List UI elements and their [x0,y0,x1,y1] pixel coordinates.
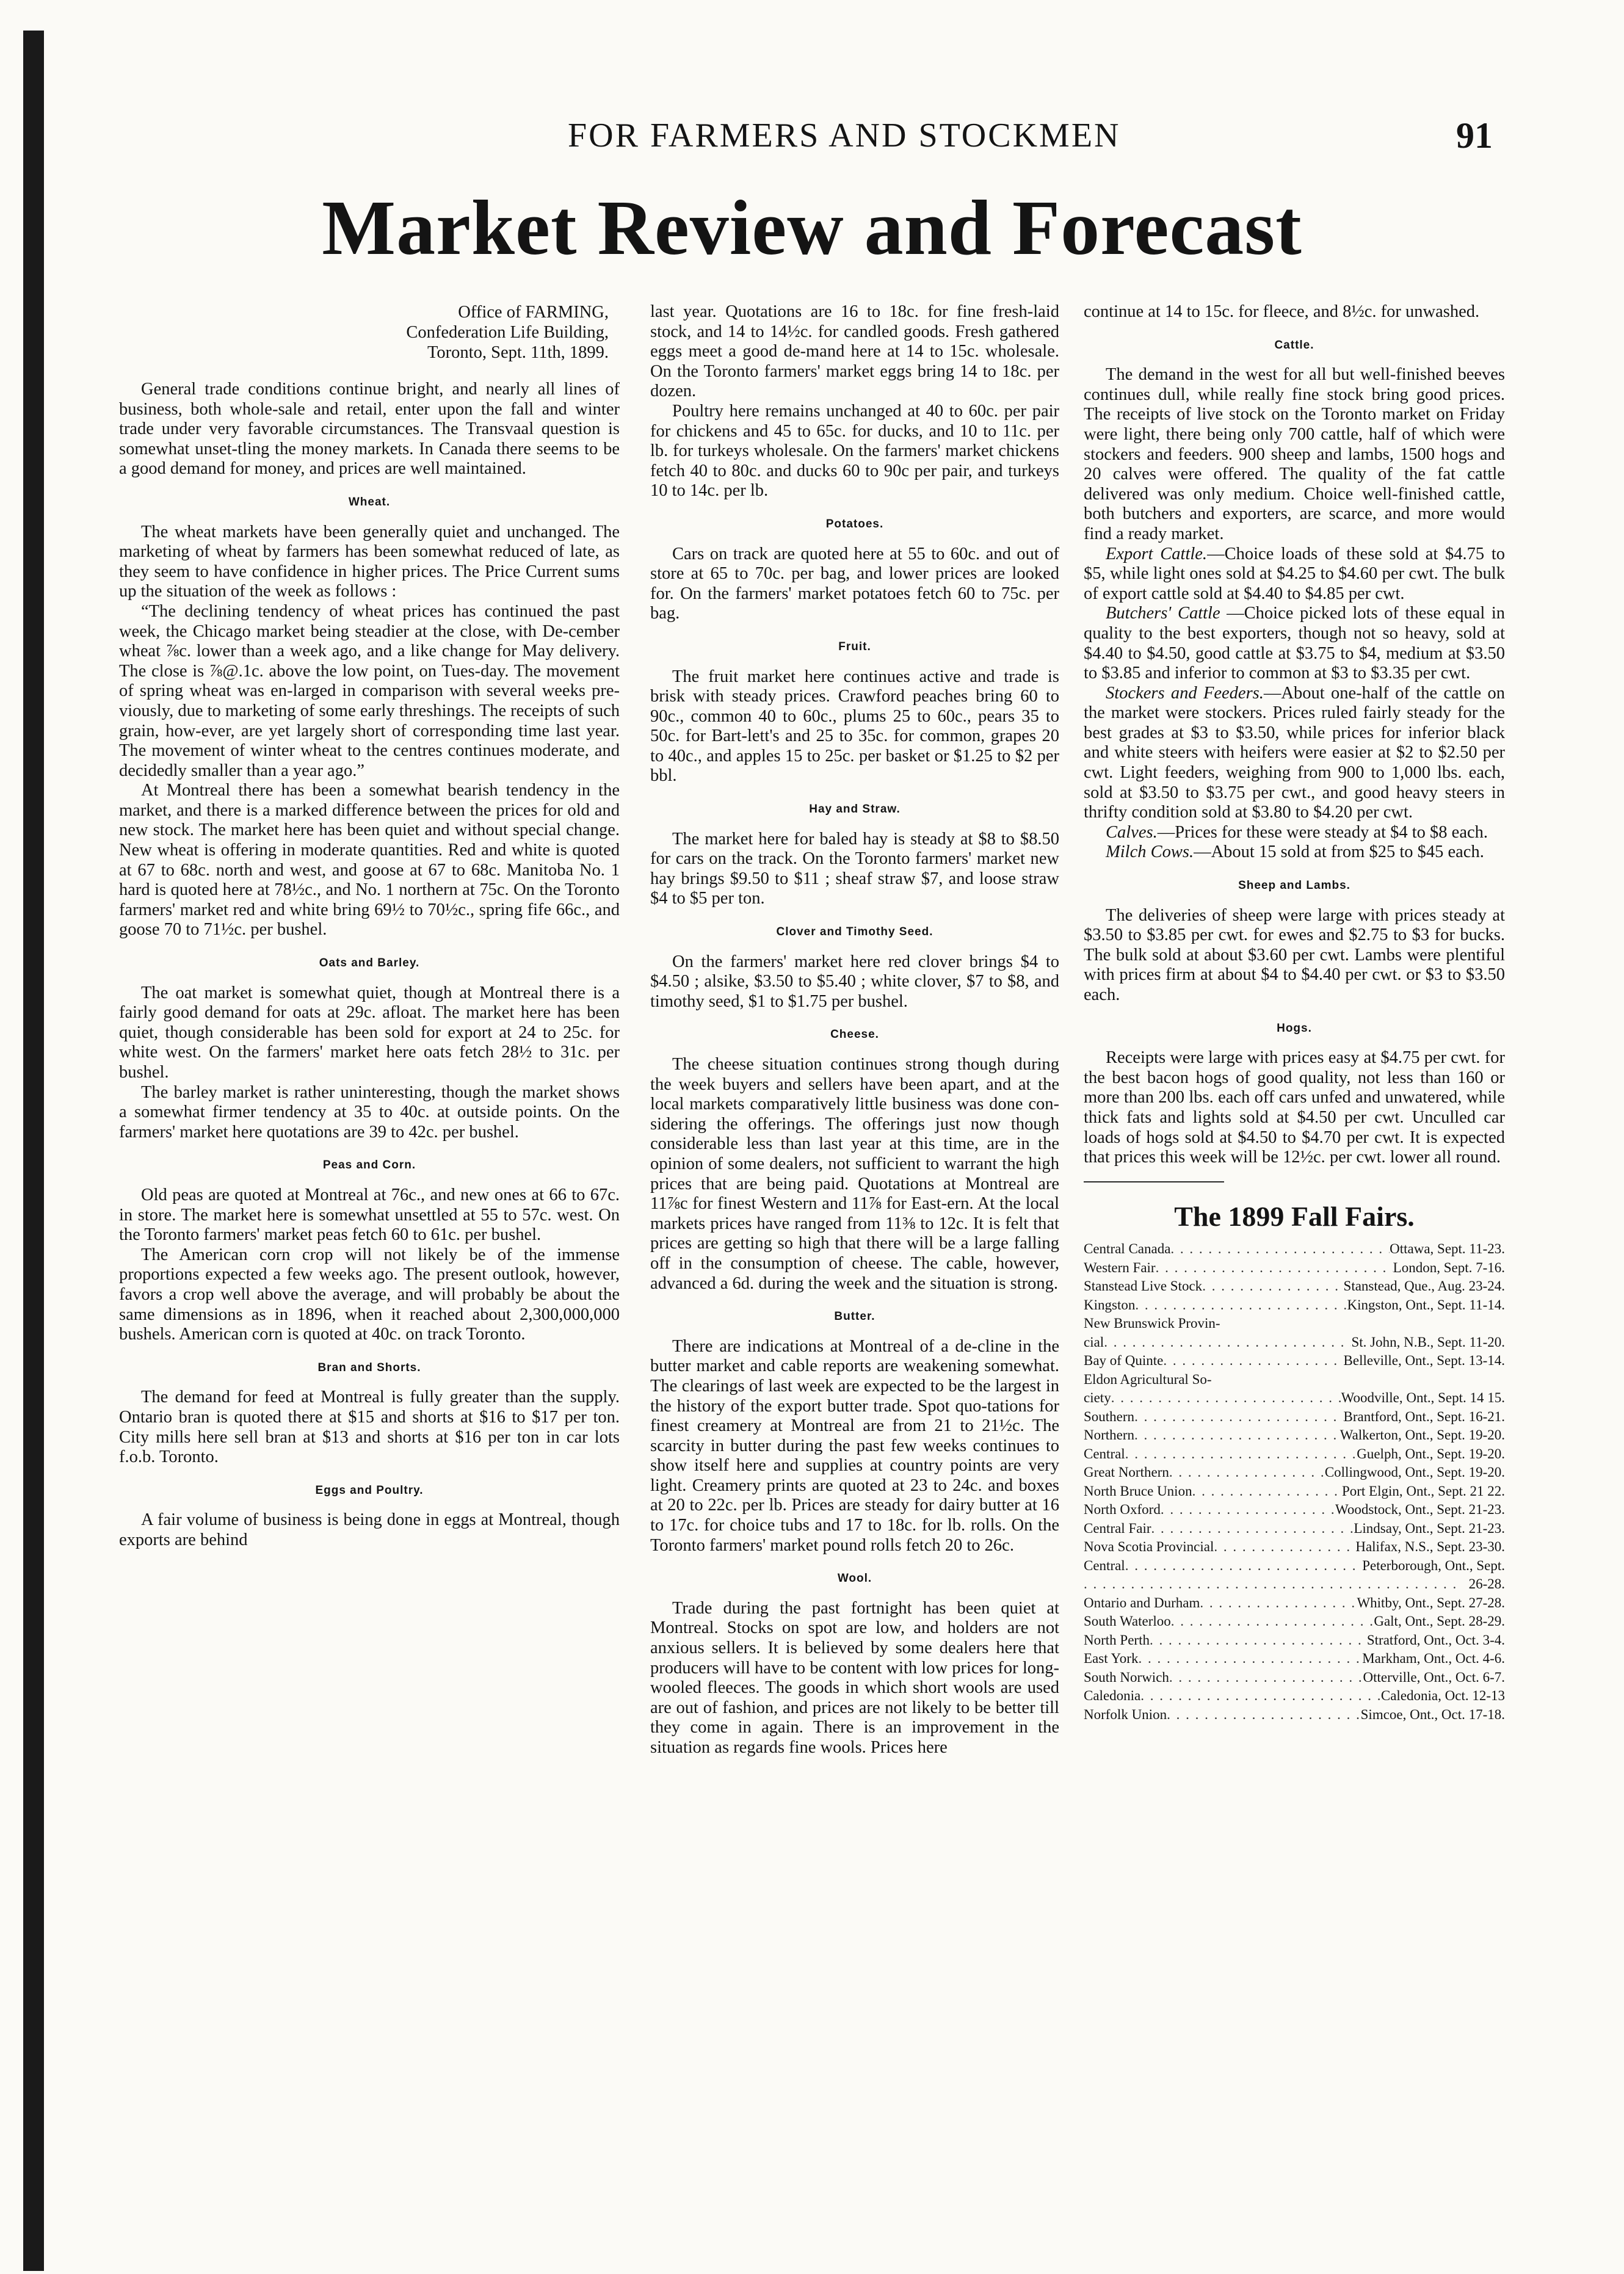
letterhead-line-1: Office of FARMING, [458,303,609,322]
fair-name: Northern [1084,1427,1135,1443]
fair-name: North Oxford [1084,1502,1161,1518]
fair-name: Stanstead Live Stock [1084,1278,1203,1294]
leader-dots [1167,1706,1361,1725]
fair-place-date: Guelph, Ont., Sept. 19-20. [1357,1446,1505,1461]
leader-dots [1163,1352,1343,1371]
letterhead [119,302,620,363]
poultry-paragraph: Poultry here remains unchanged at 40 to 60c. per pair for chickens and 45 to 65c. for ducks, and 10 to 11c. per lb. for turkeys wholesale. On the farmers' market chickens fetch 40 to 80c. and ducks 60 to 90c per pair, and turkeys 10 to 14c. per lb. [650,401,1059,501]
leader-dots [1104,1333,1351,1352]
letterhead-line-2: Confederation Life Building, [406,323,609,342]
fair-name: cial [1084,1334,1104,1350]
leader-dots [1138,1649,1362,1668]
fair-place-date: Galt, Ont., Sept. 28-29. [1374,1613,1505,1629]
export-cattle-text: —Choice loads of these sold at $4.75 to $5, while light ones sold at $4.25 to $4.60 per cwt. The bulk of export cattle sold at $4.40 to $4.85 per cwt. [1084,544,1505,603]
milch-cows-text: —About 15 sold at from $25 to $45 each. [1194,842,1484,862]
fair-name: Ontario and Durham [1084,1595,1200,1610]
fruit-paragraph: The fruit market here continues active and trade is brisk with steady prices. Crawford peaches bring 60 to 90c., common 40 to 60c., plums 25 to 60c., pears 35 to 50c. for Bart-lett's and 25 to 35c. for common, grapes 20 to 40c., and apples 15 to 25c. per basket or $1.25 to $2 per bbl. [650,667,1059,786]
section-heading-sheep-lambs: Sheep and Lambs. [1238,879,1350,893]
stockers-feeders-text: —About one-half of the cattle on the market were stockers. Prices ruled fairly steady for the best grades at $3 to $3.50, while prices for inferior black and white steers with heifers were easier at $2 to $2.50 per cwt. Light feeders, weighing from 900 to 1,000 lbs. each, sold at $3.50 to $3.75 per cwt., and good heavy steers in thrifty condition sold at $3.80 to $4.20 per cwt. [1084,683,1505,822]
fall-fairs-title: The 1899 Fall Fairs. [1174,1200,1415,1232]
section-heading-clover-timothy: Clover and Timothy Seed. [776,925,933,939]
fair-place-date: Brantford, Ont., Sept. 16-21. [1343,1408,1505,1424]
leader-dots [1214,1538,1355,1557]
fair-place-date: Simcoe, Ont., Oct. 17-18. [1360,1706,1505,1722]
fair-row [1084,1389,1505,1408]
leader-dots [1156,1259,1393,1278]
wheat-paragraph-2: “The declining tendency of wheat prices has continued the past week, the Chicago market being steadier at the close, with De-cember wheat ⅞c. lower than a week ago, and a like change for May delivery. The close is ⅞@.1c. above the low point, on Tues-day. The movement of spring wheat was en-larged in comparison with several weeks pre-viously, due to marketing of some early threshings. The receipts of such grain, how-ever, are yet largely short of corresponding time last year. The movement of winter wheat to the centres continues moderate, and decidedly smaller than a year ago.” [119,601,620,780]
leader-dots [1134,1426,1340,1445]
fair-row [1084,1538,1505,1557]
fair-row [1084,1612,1505,1631]
leader-dots [1125,1557,1362,1576]
fair-row [1084,1240,1505,1259]
fair-place-date: Walkerton, Ont., Sept. 19-20. [1339,1427,1505,1443]
fair-name: North Perth [1084,1632,1150,1648]
leader-dots [1134,1408,1343,1427]
leader-dots [1151,1519,1354,1538]
sheep-paragraph: The deliveries of sheep were large with prices steady at $3.50 to $3.85 per cwt. for ewes and $2.75 to $3 for bucks. The bulk sold at about $3.60 per cwt. Lambs were plentiful with prices firm at about $4 to $4.40 per cwt. or $3 to $3.50 each. [1084,905,1505,1004]
eggs-continued-paragraph: last year. Quotations are 16 to 18c. for fine fresh-laid stock, and 14 to 14½c. for candled goods. Fresh gathered eggs meet a good de-mand here at 14 to 15c. wholesale. On the Toronto farmers' market eggs bring 14 to 18c. per dozen. [650,302,1059,401]
fair-row [1084,1557,1505,1576]
fair-name: Kingston [1084,1297,1136,1313]
fair-row [1084,1352,1505,1371]
section-heading-peas-corn: Peas and Corn. [322,1159,416,1172]
fair-row [1084,1296,1505,1315]
letterhead-line-3: Toronto, Sept. 11th, 1899. [427,343,609,362]
section-heading-potatoes: Potatoes. [825,517,884,530]
fair-row [1084,1668,1505,1687]
section-heading-cattle: Cattle. [1274,338,1314,352]
fair-row [1084,1482,1505,1501]
barley-paragraph: The barley market is rather uninteresting, though the market shows a somewhat firmer tendency at 35 to 40c. at outside points. On the farmers' market here quotations are 39 to 42c. per bushel. [119,1082,620,1142]
fair-row [1084,1426,1505,1445]
fair-place-date: 26-28. [1468,1576,1505,1592]
leader-dots [1125,1445,1357,1464]
fair-row [1084,1575,1505,1594]
fair-name: Caledonia [1084,1688,1141,1704]
hay-paragraph: The market here for baled hay is steady at $8 to $8.50 for cars on the track. On the Toronto farmers' market new hay brings $9.50 to $11 ; sheaf straw $7, and loose straw $4 to $5 per ton. [650,829,1059,908]
fair-name: North Bruce Union [1084,1483,1192,1499]
fair-place-date: Whitby, Ont., Sept. 27-28. [1357,1595,1505,1610]
hogs-paragraph: Receipts were large with prices easy at $4.75 per cwt. for the best bacon hogs of good quality, not less than 160 or more than 200 lbs. each off cars unfed and unwatered, while thick fats and lights sold at $4.50 per cwt. Unculled car loads of hogs sold at $4.50 to $4.70 per cwt. It is expected that prices this week will be 12½c. per cwt. lower all round. [1084,1048,1505,1167]
leader-dots [1169,1463,1325,1482]
fair-row [1084,1314,1505,1333]
leader-dots [1200,1594,1357,1613]
butchers-cattle-label: Butchers' Cattle [1106,604,1220,623]
fair-place-date: Collingwood, Ont., Sept. 19-20. [1324,1465,1505,1480]
fair-row [1084,1371,1505,1389]
leader-dots [1169,1668,1363,1687]
section-heading-oats-barley: Oats and Barley. [319,957,420,970]
fair-name: Nova Scotia Provincial [1084,1539,1214,1555]
fair-row [1084,1333,1505,1352]
fair-place-date: Woodville, Ont., Sept. 14 15. [1341,1390,1505,1406]
fair-name: East York [1084,1651,1139,1667]
fair-row [1084,1408,1505,1427]
section-heading-fruit: Fruit. [838,640,871,653]
intro-paragraph: General trade conditions continue bright, and nearly all lines of business, both whole-sale and retail, enter upon the fall and winter trade under very favorable circumstances. The Transvaal question is somewhat unset-tling the money markets. In Canada there seems to be a good demand for money, and prices are well maintained. [119,380,620,479]
leader-dots [1135,1296,1347,1315]
fair-name: Bay of Quinte [1084,1353,1164,1369]
corn-paragraph: The American corn crop will not likely be of the immense proportions expected a few weeks ago. The present outlook, however, favors a crop well above the average, and will probably be about the same dimensions as in 1896, when it reached about 2,300,000,000 bushels. American corn is quoted at 40c. on track Toronto. [119,1245,620,1344]
fair-place-date: Stanstead, Que., Aug. 23-24. [1343,1278,1505,1294]
fair-row [1084,1445,1505,1464]
section-heading-wool: Wool. [837,1572,872,1585]
fair-name: Norfolk Union [1084,1706,1167,1722]
export-cattle-label: Export Cattle. [1106,544,1208,563]
fair-name: South Norwich [1084,1669,1169,1685]
fair-place-date: Ottawa, Sept. 11-23. [1390,1241,1505,1257]
fair-name: South Waterloo [1084,1613,1171,1629]
wheat-paragraph-1: The wheat markets have been generally quiet and unchanged. The marketing of wheat by farmers has been somewhat reduced of late, as they seem to have confidence in higher prices. The Price Current sums up the situation of the week as follows : [119,522,620,601]
wheat-paragraph-3: At Montreal there has been a somewhat bearish tendency in the market, and there is a marked difference between the prices for old and new stock. The market here has been quiet and without special change. New wheat is offering in moderate quantities. Red and white is quoted at 67 to 68c. north and west, and goose at 67 to 68c. Manitoba No. 1 hard is quoted here at 78½c., and No. 1 northern at 75c. On the Toronto farmers' market red and white bring 69½ to 70½c., spring fife 66c., and goose 70 to 71½c. per bushel. [119,781,620,940]
butchers-cattle-paragraph [1084,604,1505,683]
fair-row [1084,1706,1505,1725]
page-number: 91 [1456,115,1493,156]
fair-row [1084,1463,1505,1482]
fair-place-date: Port Elgin, Ont., Sept. 21 22. [1341,1483,1505,1499]
fair-name: Central [1084,1446,1125,1461]
fair-place-date: Kingston, Ont., Sept. 11-14. [1347,1297,1505,1313]
fair-row [1084,1631,1505,1650]
leader-dots [1170,1240,1390,1259]
bran-paragraph: The demand for feed at Montreal is fully greater than the supply. Ontario bran is quoted there at $15 and shorts at $16 to $17 per ton. City mills here sell bran at $13 and shorts at $16 per ton in car lots f.o.b. Toronto. [119,1388,620,1467]
leader-dots [1150,1631,1367,1650]
fair-place-date: St. John, N.B., Sept. 11-20. [1351,1334,1505,1350]
section-heading-bran-shorts: Bran and Shorts. [317,1361,421,1374]
fair-place-date: Caledonia, Oct. 12-13 [1380,1688,1505,1704]
stockers-feeders-paragraph [1084,684,1505,823]
clover-paragraph: On the farmers' market here red clover brings $4 to $4.50 ; alsike, $3.50 to $5.40 ; white clover, $7 to $8, and timothy seed, $1 to $1.75 per bushel. [650,952,1059,1011]
fair-row [1084,1259,1505,1278]
eggs-paragraph: A fair volume of business is being done in eggs at Montreal, though exports are behind [119,1510,620,1549]
butchers-cattle-text: —Choice picked lots of these equal in quality to the best exporters, though not so heavy, sold at $4.40 to $4.50, good cattle at $3.75 to $4, medium at $3.50 to $3.85 and inferior to common at $3 to $3.35 per cwt. [1084,604,1505,683]
column-2 [650,302,1059,2262]
fair-place-date: Peterborough, Ont., Sept. [1362,1557,1505,1573]
fair-row [1084,1594,1505,1613]
fair-name: Southern [1084,1408,1135,1424]
divider-rule [1084,1181,1224,1182]
leader-dots [1171,1612,1374,1631]
fair-name: Eldon Agricultural So- [1084,1371,1212,1387]
oats-paragraph: The oat market is somewhat quiet, though at Montreal there is a fairly good demand for oats at 29c. afloat. The market here has been quiet, though considerable has been sold for export at 24 to 25c. for white west. On the farmers' market here oats fetch 28½ to 31c. per bushel. [119,983,620,1082]
milch-cows-label: Milch Cows. [1106,842,1194,862]
leader-dots [1084,1575,1469,1594]
leader-dots [1140,1687,1381,1706]
fair-name: Western Fair [1084,1259,1156,1275]
calves-paragraph [1084,823,1505,843]
fair-row [1084,1277,1505,1296]
stockers-feeders-label: Stockers and Feeders. [1106,683,1264,703]
section-heading-wheat: Wheat. [348,495,391,509]
fair-name: Great Northern [1084,1465,1169,1480]
wool-continued-paragraph: continue at 14 to 15c. for fleece, and 8½c. for unwashed. [1084,302,1480,321]
fair-name: Central Fair [1084,1520,1151,1536]
cheese-paragraph: The cheese situation continues strong though during the week buyers and sellers have been apart, and at the local markets comparatively little business was done con-sidering the offerings. The offerings just now though considerable less than last year at this time, are in the opinion of some dealers, not sufficient to warrant the high prices that are being paid. Quotations at Montreal are 11⅞c for finest Western and 11⅞ for East-ern. At the local markets prices have ranged from 11⅜ to 12c. It is felt that prices are getting so high that there will be a large falling off in the consumption of cheese. The cable, however, advanced a 6d. during the week and the situation is strong. [650,1055,1059,1293]
fair-name: Central [1084,1557,1125,1573]
section-heading-eggs-poultry: Eggs and Poultry. [315,1483,424,1497]
fair-name: Central Canada [1084,1241,1171,1257]
fair-place-date: Lindsay, Ont., Sept. 21-23. [1354,1520,1505,1536]
potatoes-paragraph: Cars on track are quoted here at 55 to 60c. and out of store at 65 to 70c. per bag, and lower prices are looked for. On the farmers' market potatoes fetch 60 to 75c. per bag. [650,544,1059,623]
fair-place-date: Belleville, Ont., Sept. 13-14. [1343,1353,1505,1369]
fair-name: ciety [1084,1390,1111,1406]
export-cattle-paragraph [1084,545,1505,604]
fair-place-date: Otterville, Ont., Oct. 6-7. [1363,1669,1505,1685]
book-binding-edge [23,31,44,2271]
fall-fairs-list [1084,1240,1505,1724]
fair-place-date: Stratford, Ont., Oct. 3-4. [1366,1632,1505,1648]
section-heading-hogs: Hogs. [1277,1021,1312,1035]
fair-place-date: Woodstock, Ont., Sept. 21-23. [1335,1502,1505,1518]
butter-paragraph: There are indications at Montreal of a de-cline in the butter market and cable reports are weakening somewhat. The clearings of last week are expected to be the largest in the history of the export butter trade. Spot quo-tations for finest creamery at Montreal are from 21 to 21½c. The scarcity in butter during the past few weeks continues to show itself here and supplies at country points are very light. Creamery prints are quoted at 23 to 24c. and boxes at 20 to 22c. per lb. Prices are steady for dairy butter at 16 to 17c. for choice tubs and 17 to 18c. for lb. rolls. On the Toronto farmers' market pound rolls fetch 20 to 26c. [650,1336,1059,1555]
page-title: Market Review and Forecast [322,184,1302,271]
calves-text: —Prices for these were steady at $4 to $8 each. [1157,822,1488,842]
fair-row [1084,1687,1505,1706]
section-heading-cheese: Cheese. [830,1028,879,1041]
section-heading-hay-straw: Hay and Straw. [809,803,901,816]
running-head: FOR FARMERS AND STOCKMEN [568,117,1121,154]
cattle-paragraph: The demand in the west for all but well-finished beeves continues dull, while really fine stock bring good prices. The receipts of live stock on the Toronto market on Friday were light, there being only 700 cattle, half of which were stockers and feeders. 900 sheep and lambs, 1500 hogs and 20 calves were offered. The quality of the fat cattle delivered was only medium. Choice well-finished cattle, both butchers and exporters, are scarce, and more would find a ready market. [1084,365,1505,543]
milch-cows-paragraph [1084,842,1505,863]
section-heading-butter: Butter. [834,1310,875,1323]
leader-dots [1161,1501,1335,1519]
fair-name: New Brunswick Provin- [1084,1316,1220,1331]
fair-place-date: Halifax, N.S., Sept. 23-30. [1355,1539,1505,1555]
column-1 [119,302,620,2262]
fair-row [1084,1519,1505,1538]
leader-dots [1111,1389,1341,1408]
leader-dots [1202,1277,1343,1296]
fair-row [1084,1649,1505,1668]
wool-paragraph: Trade during the past fortnight has been quiet at Montreal. Stocks on spot are low, and holders are not anxious sellers. It is believed by some dealers here that producers will have to be content with low prices for long-wooled fleeces. The goods in which short wools are used are out of fashion, and prices are not likely to be better till they come in again. There is an improvement in the situation as regards fine wools. Prices here [650,1598,1059,1757]
fair-place-date: London, Sept. 7-16. [1393,1259,1505,1275]
peas-paragraph: Old peas are quoted at Montreal at 76c., and new ones at 66 to 67c. in store. The market here is somewhat unsettled at 55 to 57c. west. On the Toronto farmers' market peas fetch 60 to 61c. per bushel. [119,1185,620,1245]
calves-label: Calves. [1106,822,1158,842]
fair-place-date: Markham, Ont., Oct. 4-6. [1362,1651,1505,1667]
fair-row [1084,1501,1505,1519]
column-3 [1084,302,1505,2262]
leader-dots [1192,1482,1342,1501]
